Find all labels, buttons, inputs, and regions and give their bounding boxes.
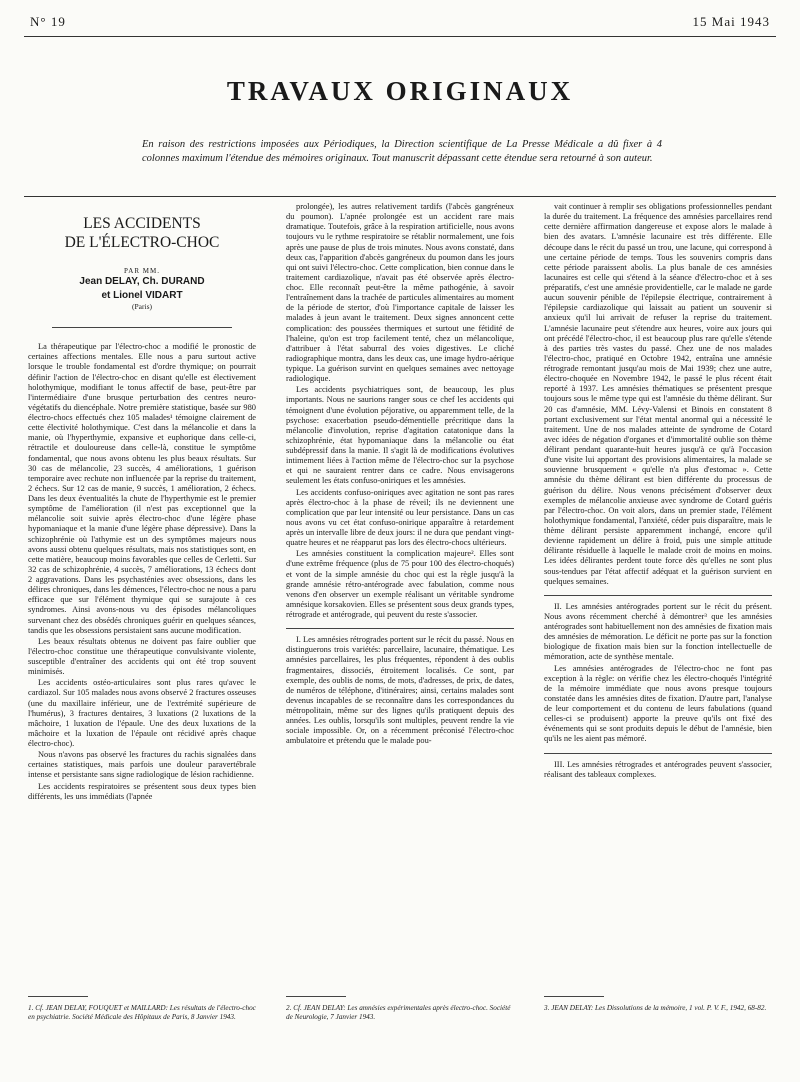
footnote-rule xyxy=(544,996,604,997)
footnote-1: 1. Cf. JEAN DELAY, FOUQUET et MAILLARD: Les résultats de l'électro-choc en psychiatrie. Société Médicale des Hôpitaux de Paris, 8 Janvier 1943. xyxy=(28,1004,256,1021)
paragraph: Les accidents ostéo-articulaires sont plus rares qu'avec le cardiazol. Sur 105 malades nous avons observé 2 fractures osseuses (une du maxillaire inférieur, une de l'extrémité supérieure de l'humérus), 3 fractures dentaires, 3 luxations (2 luxations de la mâchoire, 1 luxation de l'épaule. Une des deux luxations de la mâchoire et la luxation de l'épaule ont récidivé après chaque électro-choc). xyxy=(28,678,256,749)
authors-line1: Jean DELAY, Ch. DURAND xyxy=(79,276,205,288)
paragraph: Les beaux résultats obtenus ne doivent pas faire oublier que l'électro-choc constitue une thérapeutique convulsivante violente, susceptible d'entraîner des accidents qui ont été trop souvent minimisés. xyxy=(28,636,256,677)
issue-number: N° 19 xyxy=(30,14,66,29)
section-rule xyxy=(286,628,514,629)
article-title-line2: DE L'ÉLECTRO-CHOC xyxy=(64,234,220,252)
footnote-rule xyxy=(286,996,346,997)
footnote-rule xyxy=(28,996,88,997)
issue-date: 15 Mai 1943 xyxy=(692,14,770,29)
paragraph: vait continuer à remplir ses obligations professionnelles pendant la durée du traitement. La fréquence des amnésies parcellaires rend cette dernière affirmation dangereuse et expose alors le malade à bien des avatars. L'amnésie lacunaire est très différente. Elle découpe dans le récit du passé un trou, une lacune, qui correspond à une certaine période de temps. Tous les souvenirs compris dans cette période paraissent abolis. La plus banale de ces amnésies lacunaires est celle qui s'étend à la séance d'électro-choc et à ses préparatifs, c'est une amnésie providentielle, car le malade ne garde aucun souvenir pénible de l'épilepsie électrique, contrairement à l'épilepsie cardiazolique qui laissait au patient un souvenir si anxieux qu'il lui arrivait de refuser la reprise du traitement. L'amnésie lacunaire peut s'étendre aux heures, voire aux jours qui ont précédé l'électro-choc, il est beaucoup plus rare qu'elle s'étende à des parties très vastes du passé. Chez une de nos malades l'électro-choc, pratiqué en Octobre 1942, entraîna une amnésie rétrograde remontant jusqu'au mois de Mai 1939; chez une autre, électro-choquée en Novembre 1942, le passé le plus récent était reporté à 1937. Les amnésies thématiques se présentent presque toujours sous le même type qui est l'amnésie du thème délirant. Sur 20 cas d'amnésie, MM. Lévy-Valensi et Binois en constatent 8 portant exclusivement sur l'état mental anormal qui a nécessité le traitement. Une de nos malades atteinte de syndrome de Cotard avec idées de négation d'organes et d'immortalité oublie son thème délirant pendant quarante-huit heures jusqu'à ce qu'à l'occasion d'une visite lui apportant des provisions alimentaires, la malade se souvienne brusquement « qu'elle n'a plus d'estomac ». Cette amnésie du thème délirant est bien différente du processus de guérison du délire. Nous venons précisément d'observer deux exemples de mélancolie anxieuse avec syndrome de Cotard guéris par l'électro-choc. On voit alors, dans un premier stade, l'élément holothymique fondamental, l'anxiété, céder puis disparaître, mais le thème délirant persiste apparemment inchangé, encore qu'il devienne rapidement un délire à froid, puis une simple attitude délirante résiduelle à laquelle le malade croit de moins en moins. Les idées délirantes perdent toute force dès qu'elles ne sont plus sous-tendues par l'état affectif adéquat et la guérison survient en quelques semaines. xyxy=(544,202,772,586)
footnote-2: 2. Cf. JEAN DELAY: Les amnésies expérimentales après électro-choc. Société de Neurologie, 7 Janvier 1943. xyxy=(286,1004,511,1021)
article-title-line1: LES ACCIDENTS xyxy=(83,215,201,232)
byline-par: PAR MM. xyxy=(124,266,160,275)
paragraph: Les accidents psychiatriques sont, de beaucoup, les plus importants. Nous ne saurions ranger sous ce chef les accidents qui témoignent d'une évolution péjorative, ou apparemment telle, de la psychose: exacerbation pseudo-démentielle précritique dans la mélancolie d'involution, reprise d'agitation catatonique dans la schizophrénie, état hypomaniaque dans la mélancolie ou état subdépressif dans la manie. Il s'agit là de modifications évolutives intimement liées à l'action même de l'électro-choc sur la psychose et qui ne sauraient rentrer dans ce cadre. Nous envisagerons seulement les états confuso-oniriques et les amnésies. xyxy=(286,385,514,486)
column-2 xyxy=(286,202,514,992)
paragraph: I. Les amnésies rétrogrades portent sur le récit du passé. Nous en distinguerons trois variétés: parcellaire, lacunaire, thématique. Les amnésies parcellaires, les plus fréquentes, répondent à des oublis fragmentaires, dissociés, étroitement localisés. Ce sont, par exemple, des oublis de noms, de mots, d'adresses, de prix, de dates, de numéros de téléphone, d'itinéraires; ainsi, certains malades sont devenus incapables de se reconnaître dans les correspondances du métropolitain, même sur des lignes qu'ils pratiquent depuis des années. Les oublis, lorsqu'ils sont multiples, peuvent rendre la vie sociale impossible. Or, on a récemment préconisé l'électro-choc ambulatoire et prétendu que le malade pou- xyxy=(286,635,514,746)
paragraph: III. Les amnésies rétrogrades et antérogrades peuvent s'associer, réalisant des tableaux complexes. xyxy=(544,759,772,779)
authors-line2: et Lionel VIDART xyxy=(101,289,183,301)
header-rule xyxy=(24,36,776,37)
column-1 xyxy=(28,202,256,992)
section-rule xyxy=(544,753,772,754)
section-rule xyxy=(544,595,772,596)
notice-rule xyxy=(24,196,776,197)
paragraph: Nous n'avons pas observé les fractures du rachis signalées dans certaines statistiques, mais parfois une douleur paravertébrale intense et persistante sans signe radiologique de lésion rachidienne. xyxy=(28,750,256,780)
title-separator xyxy=(52,327,232,328)
article-title xyxy=(28,214,256,253)
paragraph: Les amnésies constituent la complication majeure². Elles sont d'une extrême fréquence (plus de 75 pour 100 des électro-choqués) et vont de la simple amnésie du choc qui est la règle jusqu'à la grande amnésie rétro-antérograde avec fabulation, comme nous venons d'en observer un exemple réalisant un véritable syndrome amnésique korsakovien. Elles se présentent sous deux grands types, rétrograde et antérograde, qui peuvent du reste s'associer. xyxy=(286,549,514,619)
paragraph: Les accidents confuso-oniriques avec agitation ne sont pas rares après électro-choc à la phase de réveil; ils ne deviennent une complication que par leur intensité ou leur persistance. Dans un cas nous avons vu cet état confuso-onirique apparaître à retardement après un intervalle libre de deux jours: il ne dura que pendant vingt-quatre heures et ne réapparut pas lors des électro-chocs ultérieurs. xyxy=(286,487,514,548)
paragraph: Les accidents respiratoires se présentent sous deux types bien différents, les uns immédiats (l'apnée xyxy=(28,781,256,801)
column-3 xyxy=(544,202,772,992)
paragraph: II. Les amnésies antérogrades portent sur le récit du présent. Nous avons récemment cherché à démontrer³ que les amnésies antérogrades sont habituellement non des amnésies de fixation mais des amnésies de mémoration. Le déficit ne porte pas sur la fonction biologique de fixation mais bien sur la fonction intellectuelle de mémoration, acte de synthèse mentale. xyxy=(544,601,772,662)
paragraph: La thérapeutique par l'électro-choc a modifié le pronostic de certaines affections mentales. Elle nous a paru surtout active lorsque le trouble fondamental est d'ordre thymique; on pourrait définir l'action de l'électro-choc en disant qu'elle est électivement holothymique, modifiant le tonus affectif de base, peut-être par l'intermédiaire d'une brusque perturbation des centres neuro-végétatifs du diencéphale. Notre première statistique, basée sur 980 électro-chocs effectués chez 105 malades¹ témoigne clairement de cette électivité holothymique. C'est dans la mélancolie et dans la manie, où l'hyperthymie, expansive et euphorique dans celle-ci, rétractile et douloureuse dans celle-là, constitue le symptôme fondamental, que nous avons obtenu les plus beaux résultats. Sur 30 cas de mélancolie, 23 succès, 4 améliorations, 1 guérison temporaire avec rechute non influencée par la reprise du traitement, 2 échecs. Sur 12 cas de manie, 9 succès, 1 amélioration, 2 échecs. Dans les deux éventualités la chute de l'hyperthymie est le premier symptôme de l'amélioration (il n'est pas exceptionnel que la mélancolie soit suivie après électro-choc d'une légère phase hypomaniaque et la manie d'une légère phase dépressive). Dans la schizophrénie où l'athymie est un des symptômes majeurs nous avons aussi obtenu quelques résultats, mais nos statistiques sont, en cette matière, beaucoup moins favorables que celles de Cerletti. Sur 32 cas de schizophrénie, 4 succès, 7 améliorations, 13 échecs dont 2 aggravations. Dans les psychasténies avec obsessions, dans les délires chroniques, dans les démences, l'électro-choc ne nous a paru efficace que sur l'élément thymique qui se surajoute à ces syndromes. Ainsi avons-nous vu des épisodes mélancoliques survenant chez des obsédés chroniques guérir en quelques séances, tandis que les obsessions persistaient sans aucune modification. xyxy=(28,342,256,635)
section-title: TRAVAUX ORIGINAUX xyxy=(226,76,574,106)
paragraph: Les amnésies antérogrades de l'électro-choc ne font pas exception à la règle: on vérifie chez les électro-choqués l'intégrité de la mémoire immédiate que nous avons presque toujours constatée dans les amnésies dites de fixation. D'autre part, l'analyse de leur comportement et du contenu de leurs fabulations (quand celles-ci se produisent) apporte la preuve qu'ils ont fixé des événements qui se sont produits depuis le début de l'amnésie, bien qu'ils ne les aient pas mémoré. xyxy=(544,663,772,744)
footnote-3: 3. JEAN DELAY: Les Dissolutions de la mémoire, 1 vol. P. V. F., 1942, 68-82. xyxy=(544,1004,767,1012)
paragraph: prolongée), les autres relativement tardifs (l'abcès gangréneux du poumon). L'apnée prolongée est un accident rare mais dramatique. Toutefois, grâce à la respiration artificielle, nous avons toujours vu le rythme respiratoire se rétablir normalement, une fois après une pause de plus de trois minutes. Nous avons constaté, dans deux cas, l'apparition d'abcès gangréneux du poumon dans les jours qui ont suivi l'électro-choc. Cette complication, bien connue dans le traitement cardiazolique, n'avait pas été observée après électro-choc. Elle reconnaît peut-être la même pathogénie, à savoir l'entraînement dans la trachée de particules alimentaires au moment de la période de stertor, d'où l'importance capitale de laisser les malades à jeun avant le traitement. Deux signes annoncent cette complication: des poussées thermiques et surtout une fétidité de l'haleine, qu'on est trop facilement tenté, chez un mélancolique, d'attribuer à l'état saburral des voies digestives. Le cliché radiographique montra, dans les deux cas, une image hydro-aérique typique. La guérison survint en quelques semaines avec nettoyage radiologique. xyxy=(286,202,514,384)
editorial-notice: En raison des restrictions imposées aux Périodiques, la Direction scientifique de La Presse Médicale a dû fixer à 4 colonnes maximum l'étendue des mémoires originaux. Tout manuscrit dépassant cette étendue sera retourné à son auteur. xyxy=(142,139,662,164)
author-place: (Paris) xyxy=(132,302,152,312)
